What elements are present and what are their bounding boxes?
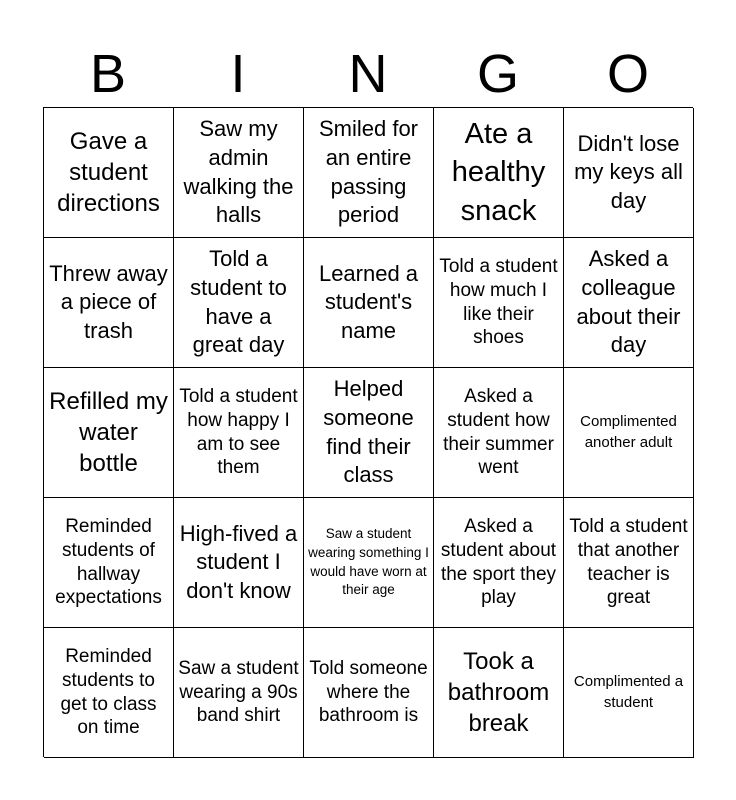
bingo-cell[interactable]: [564, 368, 694, 498]
bingo-cell[interactable]: [174, 238, 304, 368]
bingo-cell-text: Saw a student wearing a 90s band shirt: [178, 657, 299, 727]
bingo-cell-text: Told a student that another teacher is great: [569, 516, 688, 609]
bingo-cell[interactable]: [304, 498, 434, 628]
bingo-cell[interactable]: [434, 238, 564, 368]
bingo-cell-text: Learned a student's name: [318, 260, 419, 343]
bingo-cell-text: Helped someone find their class: [323, 376, 414, 488]
bingo-cell-text: Smiled for an entire passing period: [318, 116, 419, 228]
bingo-cell[interactable]: [44, 368, 174, 498]
bingo-cell-text: Saw my admin walking the halls: [183, 116, 294, 228]
bingo-cell[interactable]: [564, 628, 694, 758]
bingo-cell-text: Told a student to have a great day: [190, 246, 287, 358]
bingo-cell-text: Reminded students of hallway expectations: [55, 516, 162, 609]
bingo-cell[interactable]: [564, 238, 694, 368]
bingo-cell[interactable]: [304, 368, 434, 498]
bingo-cell-text: Saw a student wearing something I would have worn at their age: [308, 526, 429, 598]
header-letter-g: G: [476, 44, 519, 104]
bingo-cell[interactable]: [564, 498, 694, 628]
bingo-cell[interactable]: [434, 108, 564, 238]
bingo-cell[interactable]: [44, 108, 174, 238]
bingo-cell[interactable]: [304, 108, 434, 238]
bingo-cell[interactable]: [44, 498, 174, 628]
bingo-cell-text: Complimented a student: [573, 673, 684, 711]
bingo-cell-text: Asked a student about the sport they play: [440, 516, 557, 609]
bingo-cell[interactable]: [174, 628, 304, 758]
bingo-header: [43, 40, 693, 108]
bingo-cell[interactable]: [174, 108, 304, 238]
bingo-cell-text: Threw away a piece of trash: [49, 260, 168, 343]
bingo-cell[interactable]: [304, 238, 434, 368]
bingo-cell[interactable]: [174, 498, 304, 628]
bingo-board: [43, 107, 693, 757]
bingo-cell-text: Refilled my water bottle: [49, 387, 168, 478]
bingo-cell-text: High-fived a student I don't know: [179, 520, 298, 603]
bingo-cell[interactable]: [44, 238, 174, 368]
bingo-cell-text: Told a student how happy I am to see them: [179, 386, 298, 479]
bingo-cell-text: Told someone where the bathroom is: [309, 657, 428, 727]
bingo-cell[interactable]: [434, 498, 564, 628]
header-letter-i: I: [230, 44, 246, 104]
bingo-cell[interactable]: [564, 108, 694, 238]
bingo-cell-text: Told a student how much I like their shoes: [439, 256, 558, 349]
bingo-cell-text: Took a bathroom break: [447, 647, 550, 738]
bingo-cell-text: Didn't lose my keys all day: [574, 130, 683, 213]
bingo-cell[interactable]: [174, 368, 304, 498]
bingo-cell-text: Reminded students to get to class on time: [60, 646, 157, 739]
bingo-cell[interactable]: [304, 628, 434, 758]
bingo-cell-text: Gave a student directions: [57, 127, 160, 218]
header-letter-o: O: [606, 44, 649, 104]
bingo-cell[interactable]: [434, 628, 564, 758]
bingo-cell-text: Ate a healthy snack: [451, 117, 546, 227]
header-letter-b: B: [89, 44, 127, 104]
header-letter-n: N: [348, 44, 388, 104]
bingo-cell-text: Asked a colleague about their day: [576, 246, 681, 358]
bingo-cell-text: Complimented another adult: [580, 413, 677, 451]
bingo-cell-text: Asked a student how their summer went: [443, 386, 554, 479]
bingo-cell[interactable]: [434, 368, 564, 498]
bingo-cell[interactable]: [44, 628, 174, 758]
